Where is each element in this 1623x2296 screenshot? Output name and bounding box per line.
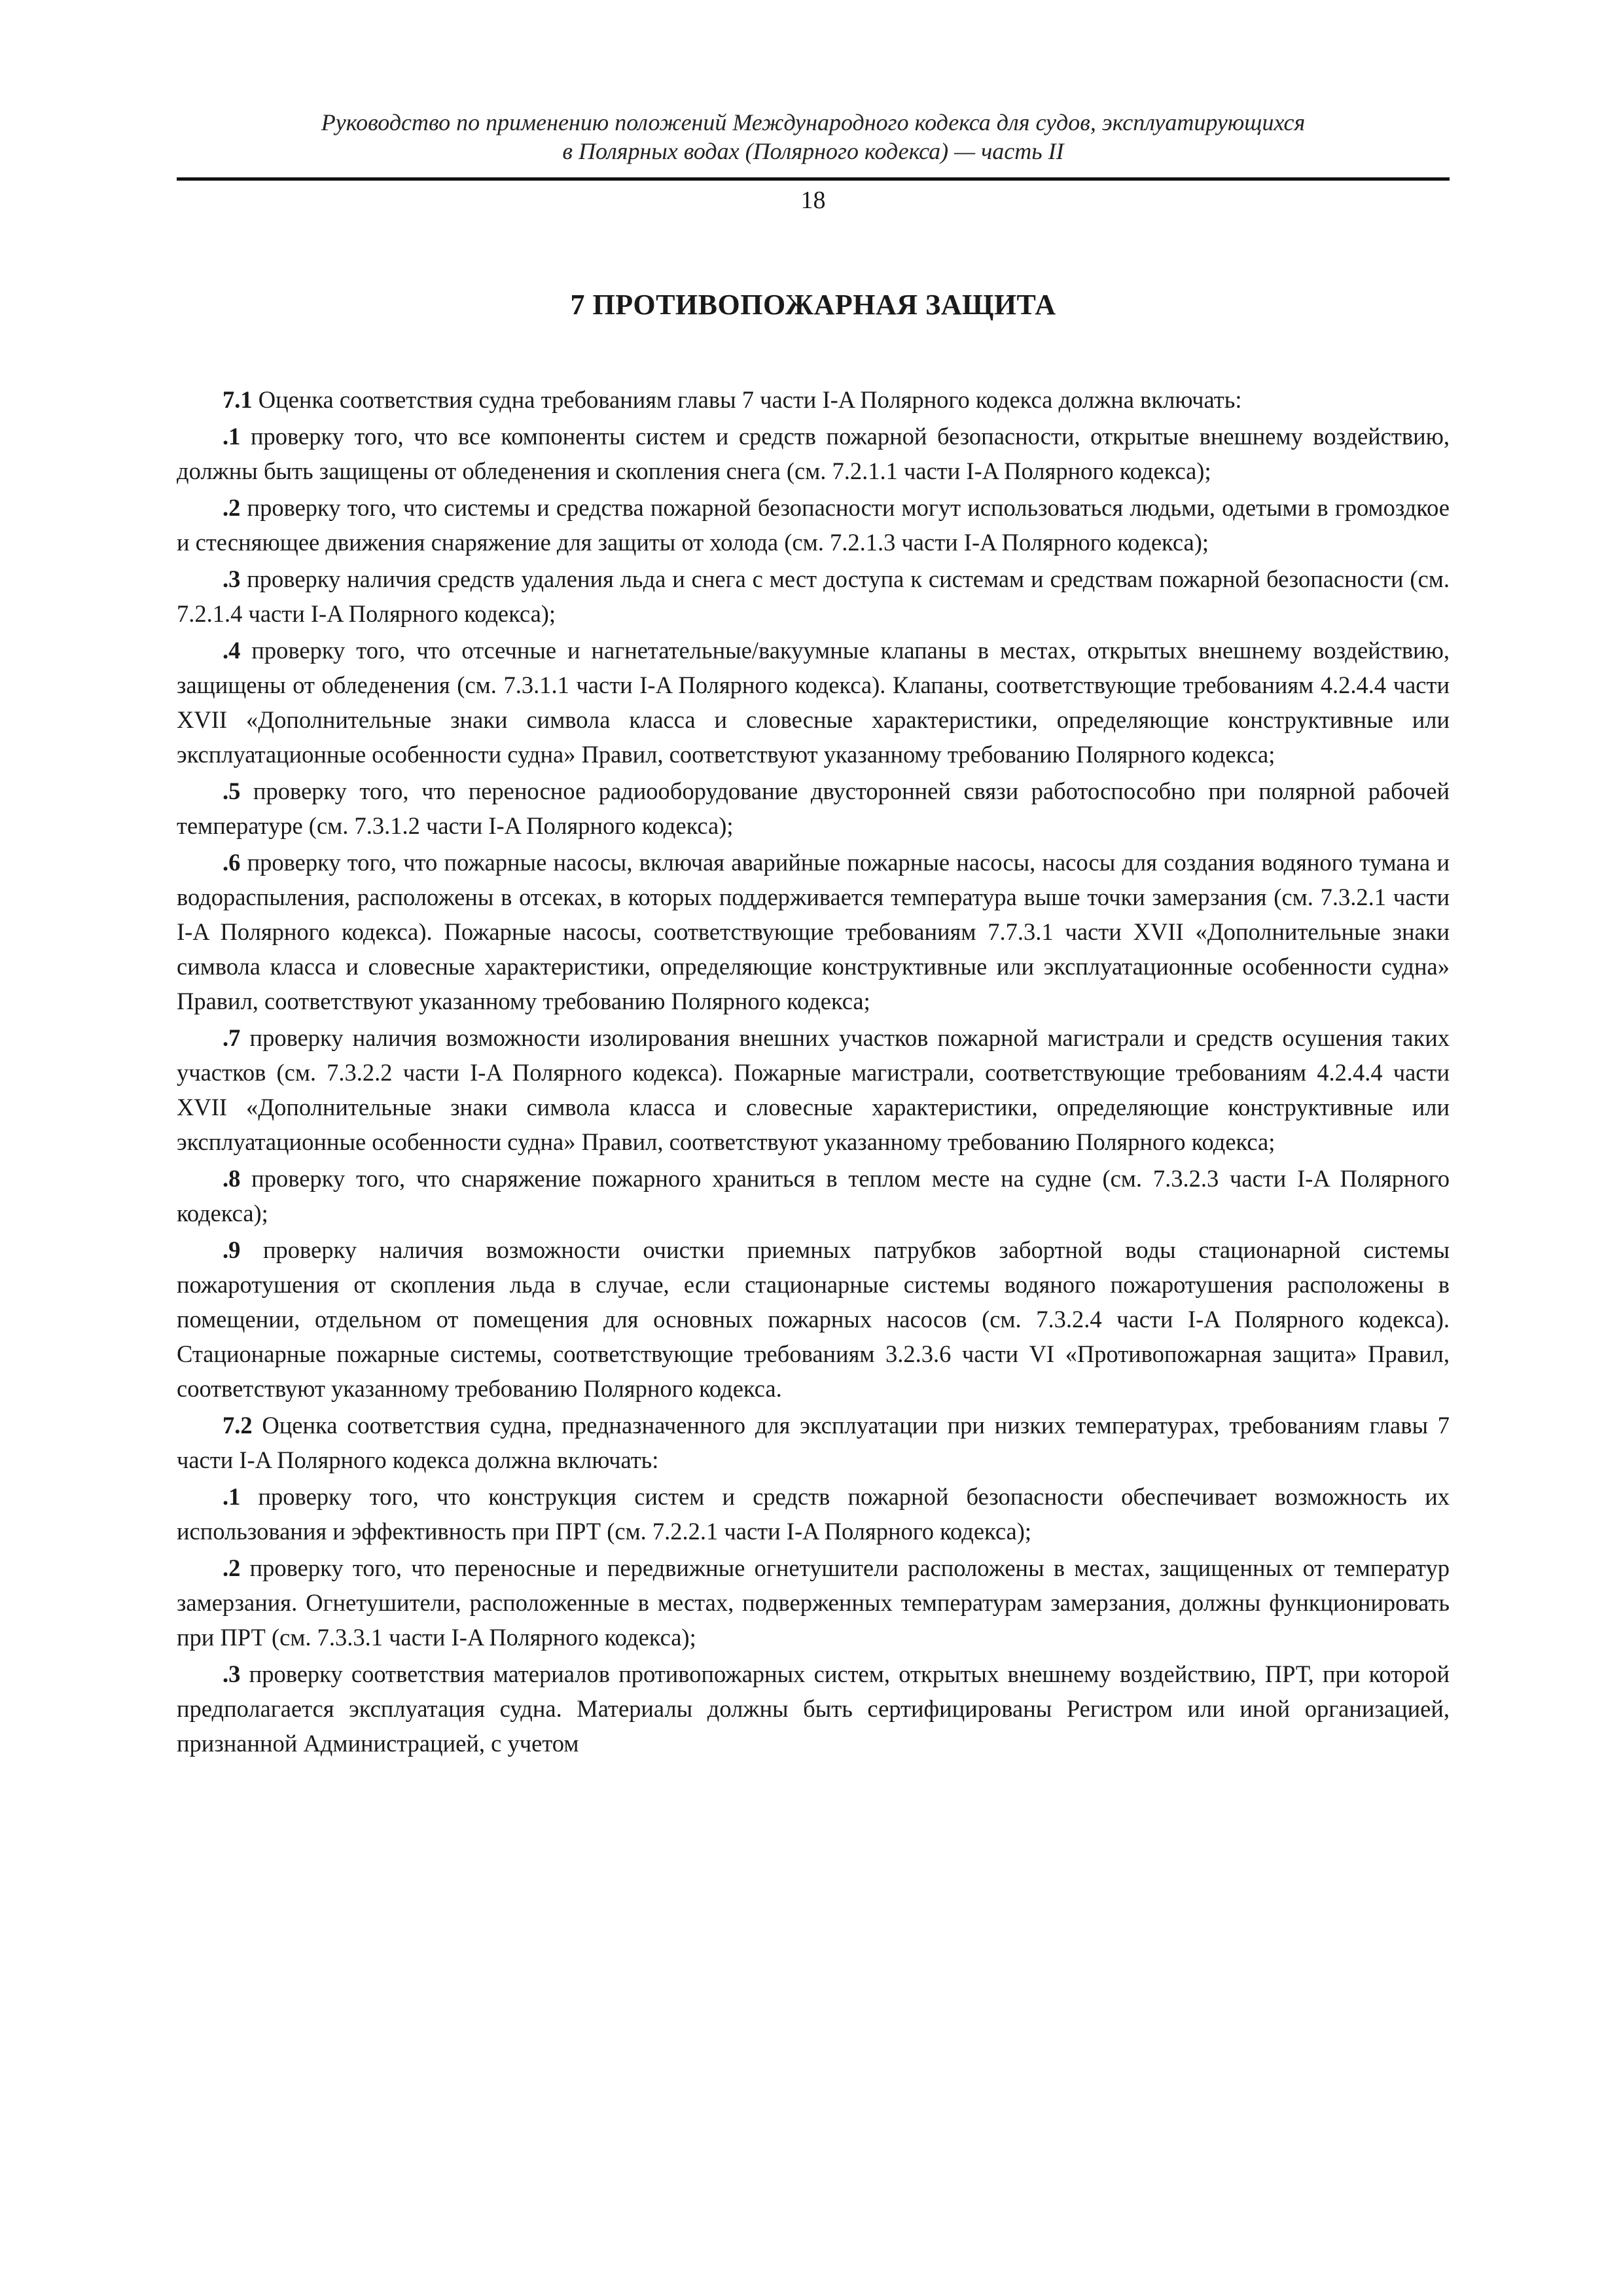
paragraph-text: проверку наличия средств удаления льда и снега с мест доступа к системам и средствам пожарной безопасности (см. 7.2.1.4 части I-A Полярного кодекса);: [177, 565, 1450, 627]
paragraph-text: проверку того, что снаряжение пожарного храниться в теплом месте на судне (см. 7.3.2.3 части I-A Полярного кодекса);: [177, 1165, 1450, 1227]
paragraph-number: .9: [223, 1236, 241, 1263]
paragraph-7-1-5: [177, 774, 1450, 845]
paragraph-number: .3: [223, 565, 241, 592]
paragraph-7-2-2: [177, 1551, 1450, 1657]
body-text: [177, 382, 1450, 1763]
paragraph-number: .2: [223, 494, 241, 521]
paragraph-number: .2: [223, 1554, 241, 1581]
paragraph-number: .1: [223, 1483, 241, 1510]
paragraph-7-1-6: [177, 845, 1450, 1020]
header-rule: [177, 177, 1450, 181]
paragraph-7-1: [177, 382, 1450, 419]
paragraph-text: проверку наличия возможности очистки приемных патрубков забортной воды стационарной системы пожаротушения от скопления льда в случае, если стационарные системы водяного пожаротушения расположены в помещении, отдельном от помещения для основных пожарных насосов (см. 7.3.2.4 части I-A Полярного кодекса). Стационарные пожарные системы, соответствующие требованиям 3.2.3.6 части VI «Противопожарная защита» Правил, соответствуют указанному требованию Полярного кодекса.: [177, 1236, 1450, 1402]
paragraph-text: проверку наличия возможности изолирования внешних участков пожарной магистрали и средств осушения таких участков (см. 7.3.2.2 части I-A Полярного кодекса). Пожарные магистрали, соответствующие требованиям 4.2.4.4 части XVII «Дополнительные знаки символа класса и словесные характеристики, определяющие конструктивные или эксплуатационные особенности судна» Правил, соответствуют указанному требованию Полярного кодекса;: [177, 1024, 1450, 1155]
paragraph-7-2-3: [177, 1657, 1450, 1763]
paragraph-number: .6: [223, 849, 241, 876]
paragraph-text: Оценка соответствия судна, предназначенного для эксплуатации при низких температурах, требованиям главы 7 части I-A Полярного кодекса должна включать:: [177, 1412, 1450, 1473]
document-page: [177, 108, 1450, 1763]
paragraph-7-1-4: [177, 633, 1450, 774]
running-header-line-2: в Полярных водах (Полярного кодекса) — часть II: [562, 138, 1064, 164]
paragraph-7-1-8: [177, 1161, 1450, 1232]
paragraph-7-1-1: [177, 419, 1450, 490]
paragraph-number: 7.2: [223, 1412, 253, 1439]
paragraph-number: .3: [223, 1660, 241, 1687]
paragraph-number: .5: [223, 778, 241, 804]
running-header-line-1: Руководство по применению положений Международного кодекса для судов, эксплуатирующихся: [321, 109, 1306, 135]
paragraph-text: проверку того, что системы и средства пожарной безопасности могут использоваться людьми, одетыми в громоздкое и стесняющее движения снаряжение для защиты от холода (см. 7.2.1.3 части I-A Полярного кодекса);: [177, 494, 1450, 556]
paragraph-number: .7: [223, 1024, 241, 1051]
paragraph-text: проверку того, что конструкция систем и средств пожарной безопасности обеспечивает возможность их использования и эффективность при ПРТ (см. 7.2.2.1 части I-A Полярного кодекса);: [177, 1483, 1450, 1545]
paragraph-7-2-1: [177, 1479, 1450, 1551]
paragraph-7-1-7: [177, 1020, 1450, 1161]
page-number: 18: [800, 187, 826, 214]
paragraph-text: Оценка соответствия судна требованиям главы 7 части I-A Полярного кодекса должна включать:: [252, 386, 1242, 413]
paragraph-7-1-2: [177, 490, 1450, 562]
paragraph-number: .4: [223, 637, 241, 664]
paragraph-text: проверку того, что переносное радиооборудование двусторонней связи работоспособно при полярной рабочей температуре (см. 7.3.1.2 части I-A Полярного кодекса);: [177, 778, 1450, 839]
paragraph-7-2: [177, 1408, 1450, 1479]
paragraph-text: проверку того, что отсечные и нагнетательные/вакуумные клапаны в местах, открытых внешнему воздействию, защищены от обледенения (см. 7.3.1.1 части I-A Полярного кодекса). Клапаны, соответствующие требованиям 4.2.4.4 части XVII «Дополнительные знаки символа класса и словесные характеристики, определяющие конструктивные или эксплуатационные особенности судна» Правил, соответствуют указанному требованию Полярного кодекса;: [177, 637, 1450, 768]
paragraph-text: проверку соответствия материалов противопожарных систем, открытых внешнему воздействию, ПРТ, при которой предполагается эксплуатация судна. Материалы должны быть сертифицированы Регистром или иной организацией, признанной Администрацией, с учетом: [177, 1660, 1450, 1757]
section-title: 7 ПРОТИВОПОЖАРНАЯ ЗАЩИТА: [570, 289, 1056, 321]
running-header: [177, 108, 1450, 166]
paragraph-number: 7.1: [223, 386, 253, 413]
paragraph-text: проверку того, что все компоненты систем и средств пожарной безопасности, открытые внешнему воздействию, должны быть защищены от обледенения и скопления снега (см. 7.2.1.1 части I-A Полярного кодекса);: [177, 423, 1450, 484]
paragraph-7-1-3: [177, 562, 1450, 633]
paragraph-text: проверку того, что переносные и передвижные огнетушители расположены в местах, защищенных от температур замерзания. Огнетушители, расположенные в местах, подверженных температурам замерзания, должны функционировать при ПРТ (см. 7.3.3.1 части I-A Полярного кодекса);: [177, 1554, 1450, 1651]
paragraph-number: .1: [223, 423, 241, 450]
paragraph-7-1-9: [177, 1232, 1450, 1408]
paragraph-text: проверку того, что пожарные насосы, включая аварийные пожарные насосы, насосы для создания водяного тумана и водораспыления, расположены в отсеках, в которых поддерживается температура выше точки замерзания (см. 7.3.2.1 части I-A Полярного кодекса). Пожарные насосы, соответствующие требованиям 7.7.3.1 части XVII «Дополнительные знаки символа класса и словесные характеристики, определяющие конструктивные или эксплуатационные особенности судна» Правил, соответствуют указанному требованию Полярного кодекса;: [177, 849, 1450, 1014]
paragraph-number: .8: [223, 1165, 241, 1192]
